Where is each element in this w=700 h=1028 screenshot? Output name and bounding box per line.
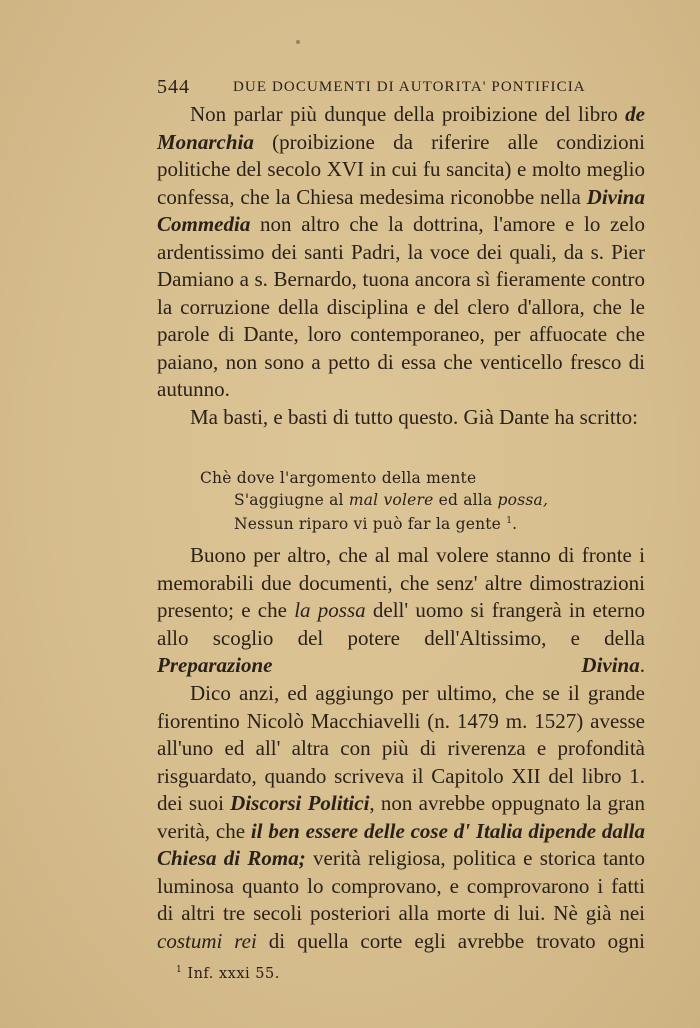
italic-quote: il ben essere delle cose d' Italia dipende dalla Chiesa di Roma; xyxy=(157,818,646,870)
verse-text: . xyxy=(512,515,518,534)
italic-phrase: Preparazione Divina xyxy=(157,653,640,677)
italic-title: Divina Commedia xyxy=(157,184,645,236)
paragraph-text: Buono per altro, che al mal volere stanno di fronte i memorabili due documenti, che senz' altre dimostrazioni presento; e che xyxy=(157,543,645,622)
paragraph-text: Non parlar più dunque della proibizione del libro xyxy=(190,102,626,126)
verse-italic: mal volere xyxy=(348,490,434,509)
verse-text: Nessun riparo vi può far la gente xyxy=(234,515,507,534)
running-title: DUE DOCUMENTI DI AUTORITA' PONTIFICIA xyxy=(233,79,586,95)
paragraph-text: Ma basti, e basti di tutto questo. Già Dante ha scritto: xyxy=(190,405,638,429)
running-header xyxy=(157,76,657,98)
verse-line xyxy=(200,511,600,536)
italic-title: de Monarchia xyxy=(157,102,645,154)
paragraph-text: verità religiosa, politica e storica tanto luminosa quanto lo comprovano, e comprovarono i fatti di altri tre secoli posteriori alla morte di lui. Nè già nei xyxy=(157,846,645,925)
verse-text: S'aggiugne al xyxy=(234,490,349,509)
paragraph-text: di quella corte egli avrebbe trovato ogni xyxy=(256,928,645,953)
paragraph-text: (proibizione da riferire alle condizioni politiche del secolo XVI in cui fu sancita) e molto meglio confessa, che la Chiesa medesima riconobbe nella xyxy=(157,129,645,209)
verse-text: ed alla xyxy=(433,490,498,509)
italic-title: Discorsi Politici xyxy=(230,791,370,815)
italic-phrase: la possa xyxy=(294,598,366,622)
verse-italic: possa, xyxy=(497,490,549,509)
footnote-reference: 1 xyxy=(506,516,513,526)
paper-speck xyxy=(296,40,300,44)
verse-line xyxy=(200,490,600,512)
paragraph-text: , non avrebbe oppugnato la gran verità, che xyxy=(157,791,645,843)
footnote-mark: 1 xyxy=(176,965,183,975)
verse-quotation xyxy=(200,468,600,536)
paragraph-2 xyxy=(157,404,645,432)
paragraph-text: dell' uomo si frangerà in eterno allo scoglio del potere dell'Altissimo, e della xyxy=(157,598,645,650)
paragraph-3 xyxy=(157,542,645,680)
verse-line: Chè dove l'argomento della mente xyxy=(200,469,477,487)
page-number: 544 xyxy=(157,76,190,98)
paragraph-text: Dico anzi, ed aggiungo per ultimo, che se il grande fiorentino Nicolò Macchiavelli (n. 1479 m. 1527) avesse all'uno ed all' altra con più di riverenza e profondità risguardato, quando scriveva il Capitolo XII del libro 1. dei suoi xyxy=(157,681,645,815)
paragraph-1 xyxy=(157,101,645,404)
paragraph-4 xyxy=(157,680,645,955)
paragraph-text: non altro che la dottrina, l'amore e lo zelo ardentissimo dei santi Padri, la voce dei quali, da s. Pier Damiano a s. Bernardo, tuona ancora sì fieramente contro la corruzione della disciplina e del clero d'allora, che le parole di Dante, loro contemporaneo, per affuocate che paiano, non sono a petto di essa che venticello fresco di autunno. xyxy=(157,212,645,401)
italic-phrase: costumi rei xyxy=(157,928,257,953)
footnote-text: Inf. xxxi 55. xyxy=(182,965,280,982)
footnote xyxy=(176,965,280,982)
paragraph-text: . xyxy=(639,653,645,677)
